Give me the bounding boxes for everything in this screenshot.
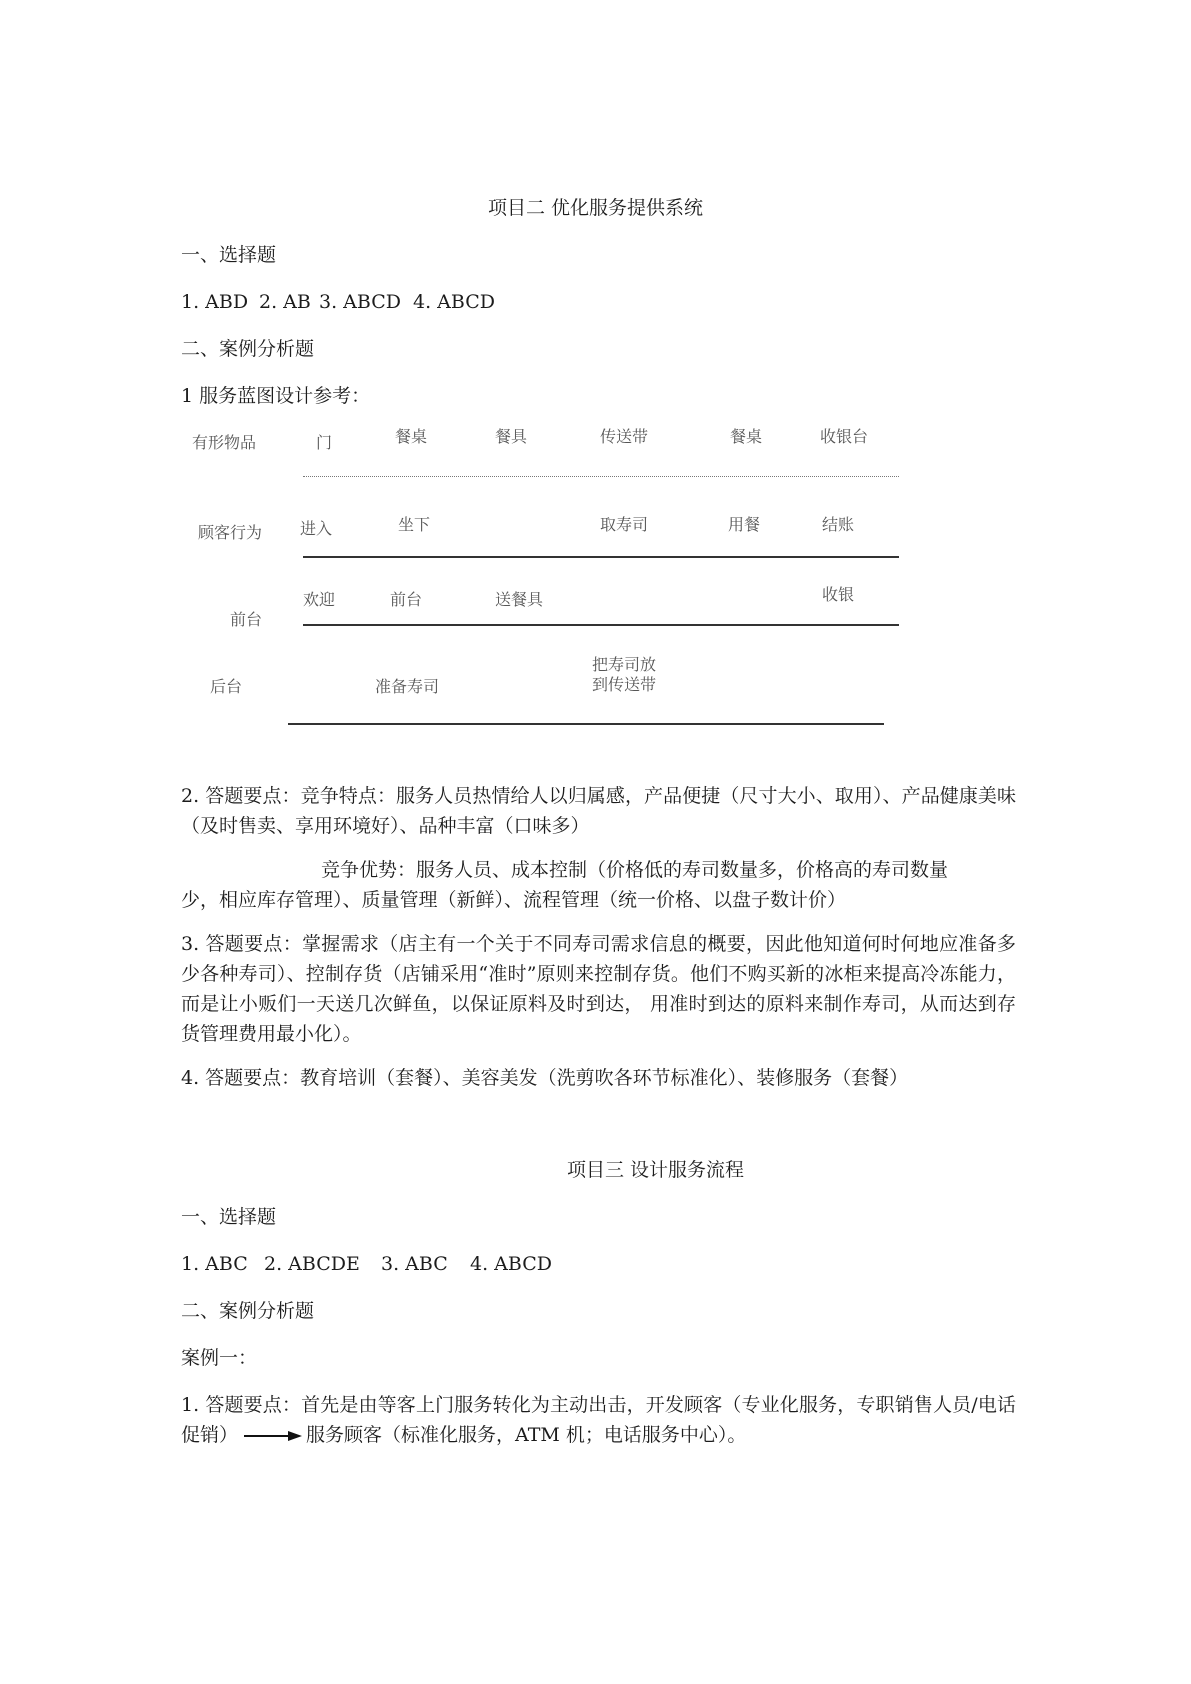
- physical-item: 餐桌: [730, 427, 763, 446]
- line-of-internal-interaction: [288, 723, 884, 725]
- row-label-customer: 顾客行为: [198, 523, 263, 542]
- project3-section-case: 二、案例分析题: [181, 1300, 315, 1322]
- customer-action: 进入: [300, 519, 333, 538]
- customer-action: 取寿司: [600, 515, 649, 534]
- answer-item: 4. ABCD: [413, 291, 495, 313]
- line-of-visibility: [303, 624, 899, 626]
- project3-answers: [181, 1249, 552, 1279]
- project3-title: 项目三 设计服务流程: [566, 1159, 745, 1181]
- answer-item: 3. ABC: [381, 1253, 448, 1275]
- case-one-answer: [181, 1390, 1016, 1450]
- line-of-interaction-dotted: [303, 476, 899, 477]
- case-one-text-cont: 服务顾客（标准化服务，ATM 机；电话服务中心）。: [306, 1424, 747, 1446]
- customer-action: 用餐: [728, 515, 761, 534]
- row-label-back: 后台: [210, 677, 243, 696]
- back-action: 到传送带: [592, 675, 657, 694]
- answer-item: 2. ABCDE: [264, 1253, 360, 1275]
- physical-item: 收银台: [820, 427, 869, 446]
- answer-paragraph-2a: 2. 答题要点：竞争特点：服务人员热情给人以归属感，产品便捷（尺寸大小、取用）、产品健康美味（及时售卖、享用环境好）、品种丰富（口味多）: [181, 785, 1016, 837]
- front-action: 收银: [822, 585, 855, 604]
- physical-item: 门: [316, 433, 333, 452]
- project2-answers: [181, 287, 495, 317]
- competitive-advantage-text-cont: 少，相应库存管理）、质量管理（新鲜）、流程管理（统一价格、以盘子数计价）: [181, 889, 847, 911]
- service-blueprint-diagram: [180, 415, 900, 735]
- row-label-front: 前台: [230, 610, 263, 629]
- answer-paragraph-3: 3. 答题要点：掌握需求（店主有一个关于不同寿司需求信息的概要，因此他知道何时何地应准备多少各种寿司）、控制存货（店铺采用“准时”原则来控制存货。他们不购买新的冰柜来提高冷冻能力，而是让小贩们一天送几次鲜鱼，以保证原料及时到达， 用准时到达的原料来制作寿司，从而达到存货管理费用最小化）。: [181, 933, 1016, 1045]
- case-one-heading: 案例一：: [181, 1347, 258, 1369]
- blueprint-caption: 1 服务蓝图设计参考：: [181, 385, 371, 407]
- project2-section-case: 二、案例分析题: [181, 338, 315, 360]
- project3-section-choice: 一、选择题: [181, 1206, 277, 1228]
- answer-item: 1. ABD: [181, 291, 249, 313]
- answer-item: 4. ABCD: [470, 1253, 552, 1275]
- project2-section-choice: 一、选择题: [181, 244, 277, 266]
- line-of-interaction: [303, 556, 899, 558]
- back-action: 准备寿司: [375, 677, 440, 696]
- project2-title: 项目二 优化服务提供系统: [487, 197, 704, 219]
- answer-paragraph-2b: [181, 855, 1016, 915]
- case-one-text: 1. 答题要点：首先是由等客上门服务转化为主动出击，开发顾客（专业化服务，专职销售人员/电话促销）: [181, 1394, 1016, 1446]
- answer-item: 2. AB: [259, 291, 311, 313]
- front-action: 送餐具: [495, 590, 544, 609]
- right-arrow-icon: [244, 1430, 302, 1442]
- back-action: 把寿司放: [592, 655, 657, 674]
- physical-item: 餐桌: [395, 427, 428, 446]
- physical-item: 传送带: [600, 427, 649, 446]
- answer-item: 3. ABCD: [319, 291, 401, 313]
- front-action: 前台: [390, 590, 423, 609]
- answer-paragraph-4: 4. 答题要点：教育培训（套餐）、美容美发（洗剪吹各环节标准化）、装修服务（套餐）: [181, 1067, 909, 1089]
- customer-action: 坐下: [398, 515, 431, 534]
- row-label-physical: 有形物品: [192, 433, 257, 452]
- competitive-advantage-text: 竞争优势：服务人员、成本控制（价格低的寿司数量多，价格高的寿司数量: [321, 859, 949, 881]
- answer-item: 1. ABC: [181, 1253, 248, 1275]
- front-action: 欢迎: [303, 590, 336, 609]
- customer-action: 结账: [822, 515, 855, 534]
- physical-item: 餐具: [495, 427, 528, 446]
